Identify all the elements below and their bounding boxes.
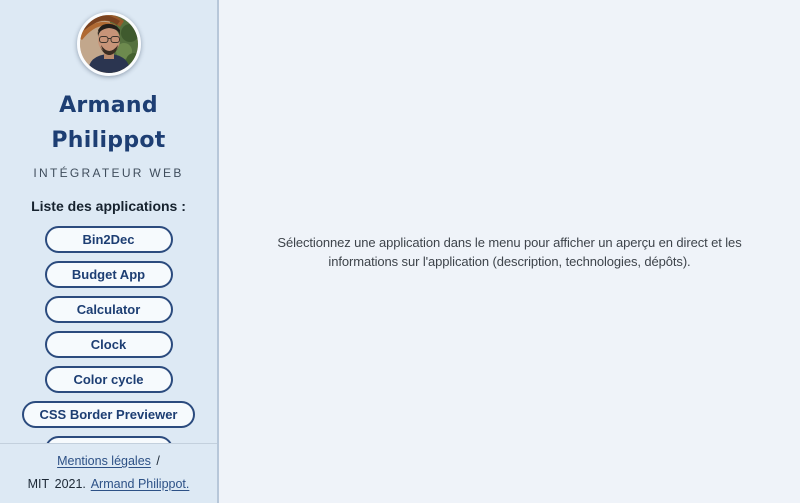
apps-list-heading: Liste des applications :: [31, 198, 186, 214]
license-label: MIT: [27, 477, 50, 491]
sidebar-footer: [0, 443, 217, 503]
app-button-css-border-previewer[interactable]: CSS Border Previewer: [22, 401, 194, 428]
app-button-budget-app[interactable]: Budget App: [45, 261, 173, 288]
app-button-calculator[interactable]: Calculator: [45, 296, 173, 323]
sidebar: [0, 0, 219, 503]
app-button-color-cycle[interactable]: Color cycle: [45, 366, 173, 393]
profile-first-name: Armand: [59, 93, 158, 118]
author-link[interactable]: Armand Philippot.: [90, 477, 190, 491]
avatar-photo: [77, 12, 141, 76]
empty-state-message: Sélectionnez une application dans le menu pour afficher un aperçu en direct et les informations sur l'application (description, technologies, dépôts).: [277, 234, 742, 269]
copyright-year: 2021.: [54, 477, 86, 491]
legal-line: [0, 454, 217, 468]
profile-role: INTÉGRATEUR WEB: [33, 166, 184, 180]
main-panel: [219, 0, 800, 503]
app-button-bin2dec[interactable]: Bin2Dec: [45, 226, 173, 253]
app-button-clock[interactable]: Clock: [45, 331, 173, 358]
apps-nav: [0, 226, 217, 443]
profile-name: [51, 88, 165, 158]
profile-last-name: Philippot: [51, 128, 166, 153]
footer-separator: /: [156, 454, 160, 468]
legal-link[interactable]: Mentions légales: [57, 454, 151, 468]
app-button-partial[interactable]: [45, 436, 173, 443]
copyright-line: [0, 477, 217, 491]
avatar-illustration: [80, 15, 138, 73]
